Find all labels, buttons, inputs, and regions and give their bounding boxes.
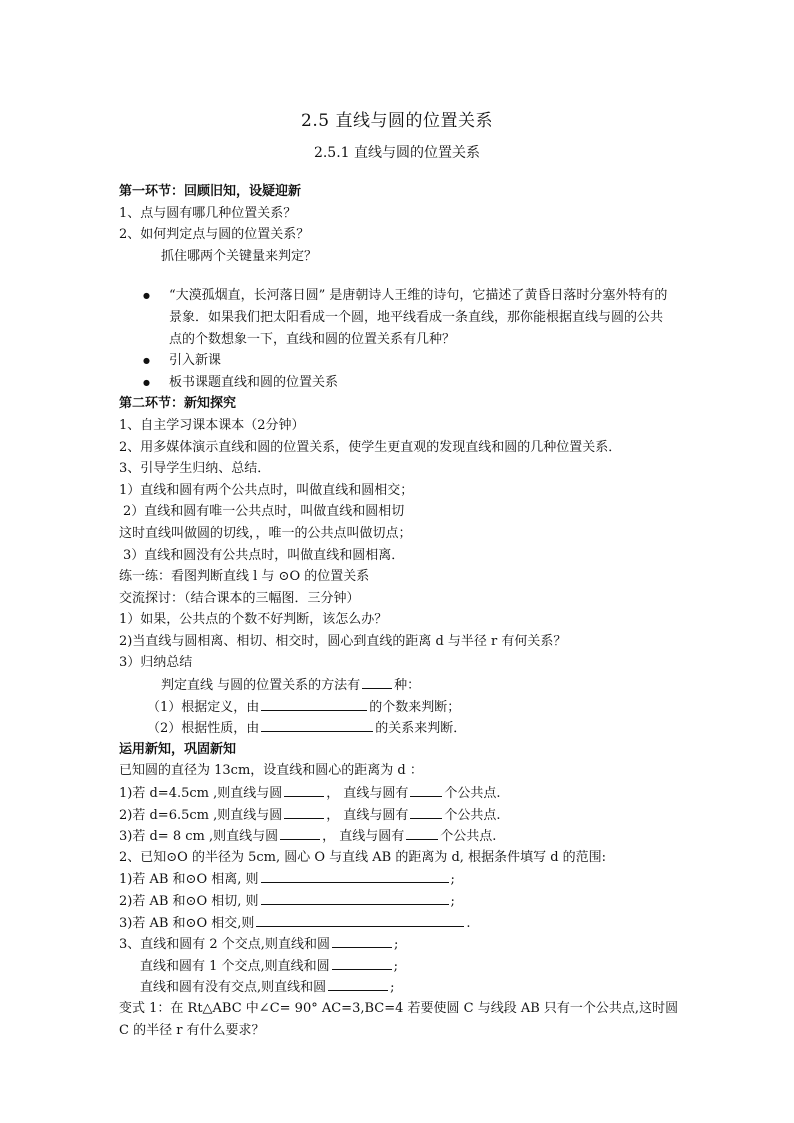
range-text: 1)若 AB 和⊙O 相离, 则 [119, 872, 259, 888]
exercise-line [119, 825, 679, 847]
range-line [119, 890, 679, 912]
exercise-text: ， 直线与圆有 [322, 829, 405, 845]
blank-field[interactable] [362, 674, 392, 689]
punctuation: ; [390, 980, 395, 996]
section3-heading: 运用新知，巩固新知 [119, 741, 237, 757]
blank-field[interactable] [332, 955, 392, 970]
exercise-text: 个公共点. [440, 829, 497, 845]
intersection-text: 直线和圆有 1 个交点,则直线和圆 [140, 958, 330, 974]
method-property-text: （2）根据性质，由 [147, 721, 260, 737]
method-count-line [119, 674, 679, 696]
section1-q2b: 抓住哪两个关键量来判定？ [161, 248, 318, 264]
range-text: 3)若 AB 和⊙O 相交,则 [119, 915, 255, 931]
method-count-suffix: 种： [394, 678, 421, 694]
blank-field[interactable] [284, 804, 324, 819]
blank-field[interactable] [406, 825, 438, 840]
method-property-line [119, 717, 679, 739]
section2-line: 2)当直线与圆相离、相切、相交时，圆心到直线的距离 d 与半径 r 有何关系？ [119, 633, 567, 649]
section2-line: 2）直线和圆有唯一公共点时，叫做直线和圆相切 [123, 504, 405, 520]
punctuation: ; [450, 872, 455, 888]
exercise-line [119, 804, 679, 826]
exercise-text: 个公共点. [444, 786, 501, 802]
exercise-text: 个公共点. [444, 807, 501, 823]
punctuation: ; [393, 937, 399, 953]
blank-field[interactable] [332, 933, 392, 948]
method-definition-line [119, 696, 679, 718]
section3-intro: 已知圆的直径为 13cm，设直线和圆心的距离为 d ： [119, 763, 423, 779]
page-subtitle: 2.5.1 直线与圆的位置关系 [313, 145, 481, 161]
blank-field[interactable] [256, 912, 464, 927]
range-line [119, 912, 679, 934]
document-body [119, 181, 679, 1041]
exercise-text: 1)若 d=4.5cm ,则直线与圆 [119, 786, 283, 802]
range-line [119, 868, 679, 890]
section2-line: 1）如果，公共点的个数不好判断，该怎么办？ [119, 612, 388, 628]
exercise-line [119, 782, 679, 804]
punctuation: ; [450, 894, 455, 909]
blank-field[interactable] [261, 696, 367, 711]
blank-field[interactable] [410, 782, 442, 797]
exercise-text: ， 直线与圆有 [326, 807, 409, 823]
intersection-line [119, 976, 679, 998]
section2-line: 3）归纳总结 [119, 655, 193, 671]
section2-line: 1）直线和圆有两个公共点时，叫做直线和圆相交； [119, 482, 414, 498]
section2-line: 2、用多媒体演示直线和圆的位置关系，使学生更直观的发现直线和圆的几种位置关系． [119, 439, 622, 455]
method-definition-suffix: 的个数来判断； [369, 699, 461, 715]
section1-heading: 第一环节：回顾旧知，设疑迎新 [119, 184, 302, 199]
intersection-line [119, 933, 679, 955]
blank-field[interactable] [280, 825, 320, 840]
punctuation: . [466, 915, 471, 931]
method-definition-text: （1）根据定义，由 [147, 699, 260, 715]
blank-field[interactable] [261, 890, 449, 905]
exercise-text: 3)若 d= 8 cm ,则直线与圆 [119, 829, 279, 845]
section1-q1: 1、点与圆有哪几种位置关系？ [119, 205, 297, 221]
variant-question: 变式 1：在 Rt△ABC 中∠C= 90° AC=3,BC=4 若要使圆 C 与线段 AB 只有一个公共点,这时圆 C 的半径 r 有什么要求？ [119, 1000, 679, 1038]
bullet-poem: ● “大漠孤烟直，长河落日圆” 是唐朝诗人王维的诗句，它描述了黄昏日落时分塞外特有的景象．如果我们把太阳看成一个圆，地平线看成一条直线，那你能根据直线与圆的公共点的个数想象一下，直线和圆的位置关系有几种？ [169, 285, 675, 350]
section2-line: 交流探讨：（结合课本的三幅图．三分钟） [119, 590, 360, 606]
method-property-suffix: 的关系来判断． [375, 721, 467, 737]
blank-field[interactable] [261, 868, 449, 883]
spacer [119, 267, 679, 285]
intersection-text: 3、直线和圆有 2 个交点,则直线和圆 [119, 937, 330, 953]
range-text: 2)若 AB 和⊙O 相切, 则 [119, 894, 259, 909]
exercise-text: ， 直线与圆有 [326, 786, 409, 802]
section2-line: 1、自主学习课本课本（2分钟） [119, 417, 305, 433]
section1-q2: 2、如何判定点与圆的位置关系？ [119, 227, 310, 243]
method-count-text: 判定直线 与圆的位置关系的方法有 [161, 678, 361, 694]
bullet-board: ● 板书课题直线和圆的位置关系 [169, 372, 679, 394]
blank-field[interactable] [328, 976, 388, 991]
exercise-text: 2)若 d=6.5cm ,则直线与圆 [119, 807, 283, 823]
intersection-line [119, 955, 679, 977]
section2-line: 这时直线叫做圆的切线，，唯一的公共点叫做切点； [119, 525, 412, 541]
page-title: 2.5 直线与圆的位置关系 [301, 111, 493, 131]
section2-line: 3）直线和圆没有公共点时，叫做直线和圆相离． [123, 547, 405, 563]
section2-heading: 第二环节：新知探究 [119, 396, 237, 412]
blank-field[interactable] [284, 782, 324, 797]
section2-line: 3、引导学生归纳、总结． [119, 461, 271, 477]
punctuation: ; [393, 958, 399, 974]
bullet-list [119, 285, 679, 393]
intersection-text: 直线和圆有没有交点,则直线和圆 [140, 980, 327, 996]
bullet-intro: ● 引入新课 [169, 350, 679, 372]
blank-field[interactable] [261, 717, 373, 732]
section3-p2: 2、已知⊙O 的半径为 5cm, 圆心 O 与直线 AB 的距离为 d, 根据条件填写 d 的范围: [119, 849, 607, 865]
section2-line: 练一练：看图判断直线 l 与 ⊙O 的位置关系 [119, 569, 370, 585]
blank-field[interactable] [410, 804, 442, 819]
